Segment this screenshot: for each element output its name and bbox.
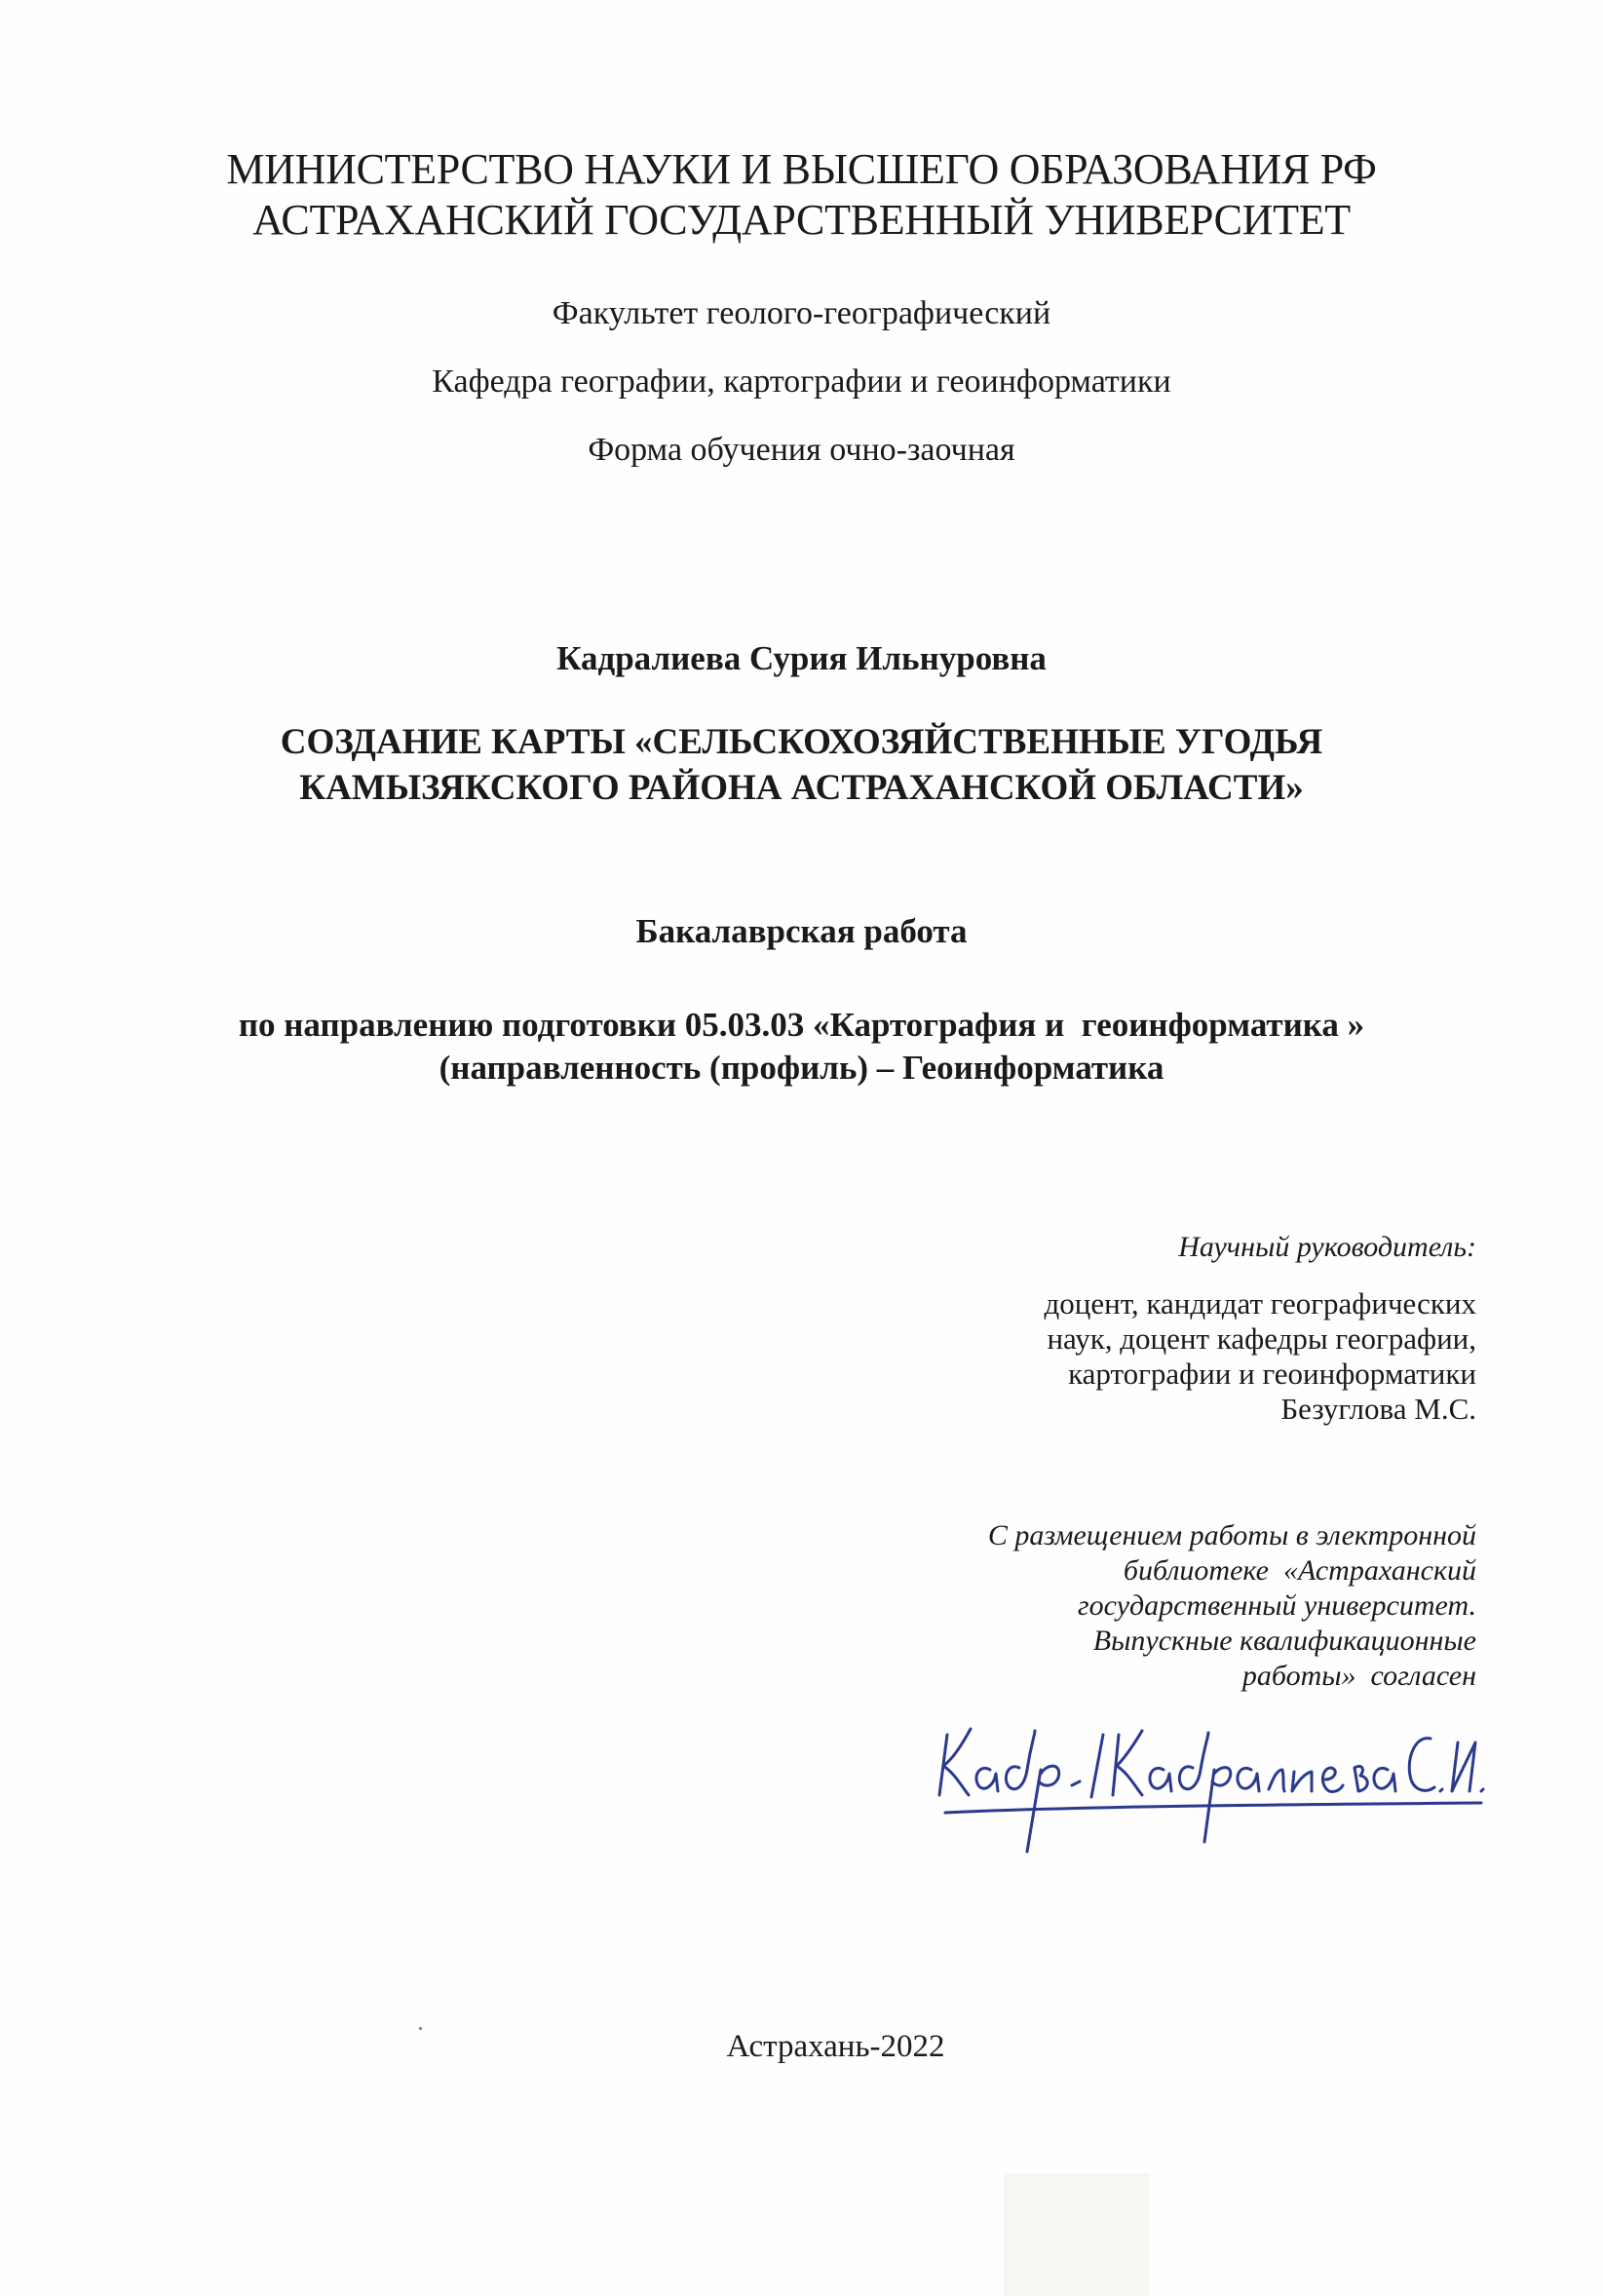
supervisor-chair-line: картографии и геоинформатики bbox=[1068, 1357, 1476, 1391]
faculty-line: Факультет геолого-географический bbox=[552, 295, 1051, 331]
supervisor-label: Научный руководитель: bbox=[1178, 1231, 1476, 1263]
ministry-line: МИНИСТЕРСТВО НАУКИ И ВЫСШЕГО ОБРАЗОВАНИЯ РФ bbox=[226, 145, 1377, 193]
work-type: Бакалаврская работа bbox=[635, 912, 968, 950]
study-direction bbox=[0, 1004, 1603, 1090]
scan-shadow bbox=[1004, 2173, 1150, 2296]
university-line: АСТРАХАНСКИЙ ГОСУДАРСТВЕННЫЙ УНИВЕРСИТЕТ bbox=[252, 196, 1351, 244]
handwritten-signature bbox=[926, 1705, 1491, 1861]
supervisor-degree-line: доцент, кандидат географических bbox=[1044, 1286, 1476, 1320]
thesis-title-line: КАМЫЗЯКСКОГО РАЙОНА АСТРАХАНСКОЙ ОБЛАСТИ» bbox=[299, 768, 1304, 808]
direction-line: по направлению подготовки 05.03.03 «Картография и геоинформатика » bbox=[238, 1006, 1365, 1044]
study-form-line: Форма обучения очно-заочная bbox=[588, 432, 1015, 468]
supervisor-position-line: наук, доцент кафедры географии, bbox=[1047, 1321, 1476, 1356]
supervisor-name: Безуглова М.С. bbox=[1280, 1392, 1476, 1426]
consent-line: библиотеке «Астраханский bbox=[1123, 1554, 1476, 1587]
consent-line: работы» согласен bbox=[1241, 1660, 1476, 1692]
supervisor-block bbox=[1044, 1286, 1476, 1427]
profile-line: (направленность (профиль) – Геоинформатика bbox=[439, 1049, 1164, 1087]
consent-line: Выпускные квалификационные bbox=[1092, 1625, 1476, 1657]
author-name: Кадралиева Сурия Ильнуровна bbox=[556, 639, 1047, 677]
chair-line: Кафедра географии, картографии и геоинформатики bbox=[432, 364, 1171, 400]
consent-block bbox=[988, 1518, 1476, 1694]
ministry-header bbox=[0, 144, 1603, 246]
thesis-title bbox=[0, 719, 1603, 811]
city-year: Астрахань-2022 bbox=[726, 2029, 945, 2064]
consent-line: С размещением работы в электронной bbox=[987, 1519, 1476, 1551]
consent-line: государственный университет. bbox=[1077, 1589, 1476, 1622]
thesis-title-line: СОЗДАНИЕ КАРТЫ «СЕЛЬСКОХОЗЯЙСТВЕННЫЕ УГОДЬЯ bbox=[280, 722, 1323, 762]
